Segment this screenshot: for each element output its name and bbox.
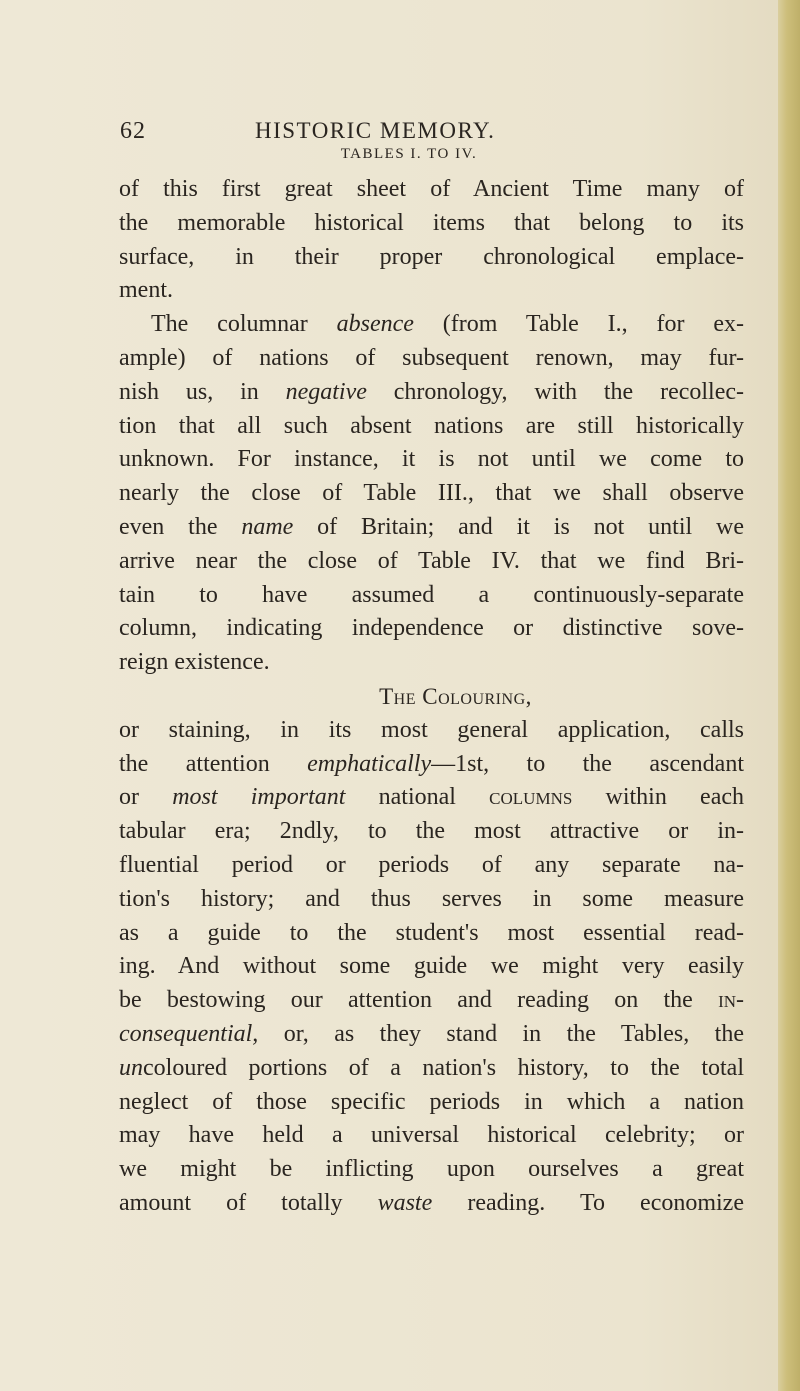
text-segment: within each (572, 784, 745, 811)
text-line (119, 545, 744, 579)
text-line (119, 1018, 744, 1052)
text-line (119, 1187, 744, 1221)
text-segment: chronology, with the recollec- (366, 378, 744, 405)
text-segment: tion's history; and thus serves in some measure (119, 885, 744, 912)
body-text (119, 173, 744, 1221)
text-line (119, 781, 744, 815)
text-segment: —1st, to the ascendant (431, 750, 744, 777)
text-line (119, 274, 744, 308)
text-segment: the attention (119, 750, 308, 777)
text-line (119, 917, 744, 951)
text-segment: reign existence. (119, 649, 270, 676)
text-segment: or, as they stand in the Tables, the (258, 1020, 744, 1047)
text-line (119, 815, 744, 849)
small-caps-text: columns (489, 784, 573, 811)
text-segment: (from Table I., for ex- (413, 311, 744, 338)
text-line (119, 1153, 744, 1187)
text-segment: column, indicating independence or distinctive sove- (119, 615, 744, 642)
running-title: HISTORIC MEMORY. (255, 118, 496, 143)
text-line (119, 612, 744, 646)
text-line (119, 748, 744, 782)
italic-text: most important (172, 784, 346, 811)
text-line (119, 1052, 744, 1086)
text-segment: nish us, in (119, 378, 286, 405)
section-label: TABLES I. TO IV. (340, 146, 478, 162)
text-segment: nearly the close of Table III., that we shall observe (119, 480, 744, 507)
text-segment: ample) of nations of subsequent renown, may fur- (119, 344, 744, 371)
text-segment: as a guide to the student's most essential read- (119, 919, 744, 946)
italic-text: name (241, 513, 294, 540)
text-line (119, 714, 744, 748)
text-line (119, 883, 744, 917)
text-segment: neglect of those specific periods in which a nation (119, 1088, 744, 1115)
text-line (119, 410, 744, 444)
page-edge (778, 0, 800, 1391)
text-line (119, 173, 744, 207)
text-line (119, 443, 744, 477)
text-segment: the memorable historical items that belong to its (119, 209, 744, 236)
italic-text: un (119, 1054, 143, 1081)
italic-text: emphatically (307, 750, 432, 777)
text-line (119, 950, 744, 984)
text-segment: surface, in their proper chronological emplace- (119, 243, 744, 270)
text-segment: arrive near the close of Table IV. that we find Bri- (119, 547, 744, 574)
text-segment: tain to have assumed a continuously-separate (119, 581, 744, 608)
text-line (119, 579, 744, 613)
text-line (119, 646, 744, 680)
italic-text: negative (285, 378, 367, 405)
text-line (119, 342, 744, 376)
text-segment: coloured portions of a nation's history, to the total (143, 1054, 744, 1081)
text-segment: amount of totally (119, 1189, 378, 1216)
text-segment: of Britain; and it is not until we (293, 513, 745, 540)
italic-text: absence (336, 311, 414, 338)
small-caps-text: in- (718, 987, 744, 1014)
text-segment: fluential period or periods of any separate na- (119, 851, 744, 878)
text-line (119, 1086, 744, 1120)
text-line (119, 207, 744, 241)
text-segment: tabular era; 2ndly, to the most attractive or in- (119, 818, 744, 845)
small-caps-text: The Colouring, (379, 683, 532, 709)
text-line (119, 1119, 744, 1153)
text-segment: may have held a universal historical celebrity; or (119, 1122, 744, 1149)
italic-text: consequential, (119, 1020, 259, 1047)
text-line (119, 308, 744, 342)
text-line (119, 477, 744, 511)
text-segment: be bestowing our attention and reading on the (119, 987, 719, 1014)
text-line (119, 376, 744, 410)
text-segment: reading. To economize (432, 1189, 744, 1216)
running-head (120, 118, 720, 148)
text-line (119, 241, 744, 275)
text-segment: even the (119, 513, 242, 540)
text-segment: ing. And without some guide we might very easily (119, 953, 744, 980)
text-line (119, 849, 744, 883)
page-number: 62 (120, 118, 146, 144)
text-segment: ment. (119, 277, 173, 304)
text-segment: we might be inflicting upon ourselves a great (119, 1156, 744, 1183)
text-segment: or staining, in its most general application, calls (119, 716, 744, 743)
text-segment: unknown. For instance, it is not until we come to (119, 446, 744, 473)
text-segment: or (119, 784, 173, 811)
text-segment: tion that all such absent nations are still historically (119, 412, 744, 439)
text-segment: The columnar (151, 311, 337, 338)
text-line (119, 984, 744, 1018)
text-segment: of this first great sheet of Ancient Time many of (119, 176, 744, 202)
italic-text: waste (377, 1189, 433, 1216)
section-heading (119, 680, 744, 714)
text-segment: national (345, 784, 490, 811)
text-line (119, 511, 744, 545)
